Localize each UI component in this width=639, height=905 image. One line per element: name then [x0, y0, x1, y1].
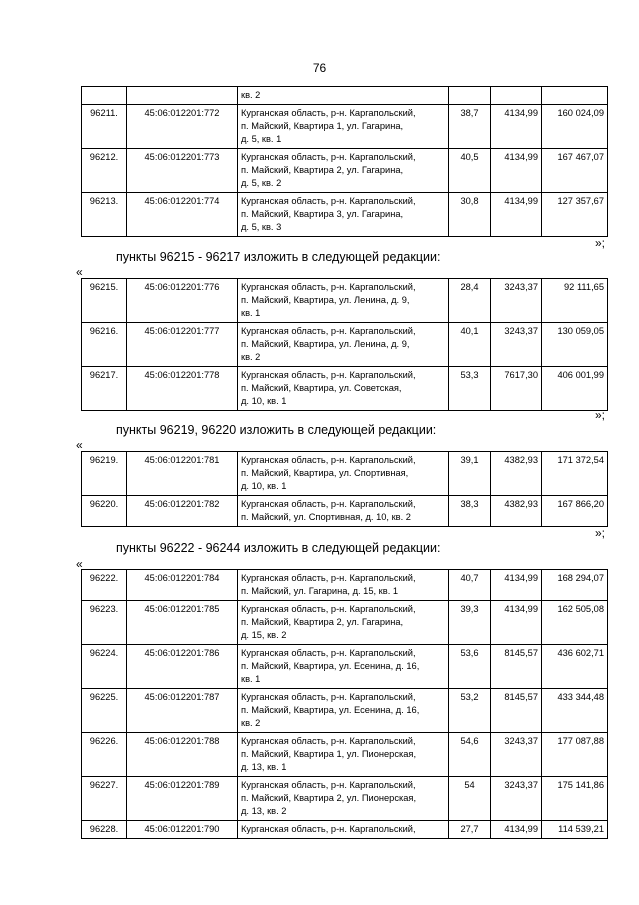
total-value-cell: 177 087,88 — [542, 733, 608, 777]
address-line: Курганская область, р-н. Каргапольский, — [241, 196, 416, 206]
address-line: кв. 1 — [241, 674, 261, 684]
table-row — [82, 689, 608, 733]
total-value-cell: 436 602,71 — [542, 645, 608, 689]
price-per-sqm-cell: 4134,99 — [491, 105, 542, 149]
address-line: п. Майский, Квартира, ул. Есенина, д. 16, — [241, 705, 420, 715]
price-per-sqm-cell — [491, 87, 542, 105]
closing-quote-2: »; — [595, 408, 606, 422]
address-line: п. Майский, Квартира 2, ул. Гагарина, — [241, 165, 404, 175]
total-value-cell: 114 539,21 — [542, 821, 608, 839]
address-line: Курганская область, р-н. Каргапольский, — [241, 326, 416, 336]
area-cell — [449, 87, 491, 105]
area-cell: 39,1 — [449, 452, 491, 496]
total-value-cell: 175 141,86 — [542, 777, 608, 821]
item-number-cell: 96217. — [82, 367, 127, 411]
area-cell: 40,7 — [449, 570, 491, 601]
address-cell — [238, 645, 449, 689]
price-per-sqm-cell: 4134,99 — [491, 149, 542, 193]
property-table-4 — [81, 569, 608, 839]
price-per-sqm-cell: 4134,99 — [491, 193, 542, 237]
total-value-cell: 167 467,07 — [542, 149, 608, 193]
cadastral-number-cell — [127, 87, 238, 105]
table-row — [82, 645, 608, 689]
address-line: Курганская область, р-н. Каргапольский, — [241, 648, 416, 658]
price-per-sqm-cell: 3243,37 — [491, 323, 542, 367]
section-heading-1: пункты 96215 - 96217 изложить в следующей редакции: — [116, 250, 441, 264]
table-row — [82, 149, 608, 193]
address-cell — [238, 496, 449, 527]
item-number-cell: 96220. — [82, 496, 127, 527]
opening-quote-3: « — [76, 557, 83, 571]
address-line: Курганская область, р-н. Каргапольский, — [241, 282, 416, 292]
total-value-cell: 167 866,20 — [542, 496, 608, 527]
cadastral-number-cell: 45:06:012201:778 — [127, 367, 238, 411]
item-number-cell: 96215. — [82, 279, 127, 323]
address-cell — [238, 452, 449, 496]
opening-quote-2: « — [76, 438, 83, 452]
address-cell — [238, 105, 449, 149]
table-row — [82, 601, 608, 645]
price-per-sqm-cell: 8145,57 — [491, 645, 542, 689]
area-cell: 40,1 — [449, 323, 491, 367]
address-line: Курганская область, р-н. Каргапольский, — [241, 736, 416, 746]
address-line: п. Майский, Квартира, ул. Есенина, д. 16, — [241, 661, 420, 671]
item-number-cell: 96228. — [82, 821, 127, 839]
cadastral-number-cell: 45:06:012201:787 — [127, 689, 238, 733]
table-row — [82, 821, 608, 839]
address-line: п. Майский, Квартира, ул. Ленина, д. 9, — [241, 295, 410, 305]
area-cell: 38,7 — [449, 105, 491, 149]
price-per-sqm-cell: 8145,57 — [491, 689, 542, 733]
address-line: Курганская область, р-н. Каргапольский, — [241, 499, 416, 509]
item-number-cell: 96227. — [82, 777, 127, 821]
total-value-cell: 127 357,67 — [542, 193, 608, 237]
item-number-cell: 96225. — [82, 689, 127, 733]
property-table-2 — [81, 278, 608, 411]
table-row — [82, 496, 608, 527]
cadastral-number-cell: 45:06:012201:788 — [127, 733, 238, 777]
item-number-cell: 96211. — [82, 105, 127, 149]
cadastral-number-cell: 45:06:012201:782 — [127, 496, 238, 527]
item-number-cell: 96226. — [82, 733, 127, 777]
item-number-cell: 96213. — [82, 193, 127, 237]
cadastral-number-cell: 45:06:012201:772 — [127, 105, 238, 149]
area-cell: 39,3 — [449, 601, 491, 645]
address-line: д. 5, кв. 1 — [241, 134, 282, 144]
table-row — [82, 733, 608, 777]
cadastral-number-cell: 45:06:012201:777 — [127, 323, 238, 367]
address-line: п. Майский, Квартира, ул. Спортивная, — [241, 468, 409, 478]
address-cell — [238, 323, 449, 367]
address-line: Курганская область, р-н. Каргапольский, — [241, 370, 416, 380]
address-cell — [238, 570, 449, 601]
table-row — [82, 279, 608, 323]
address-line: Курганская область, р-н. Каргапольский, — [241, 108, 416, 118]
price-per-sqm-cell: 4382,93 — [491, 452, 542, 496]
cadastral-number-cell: 45:06:012201:773 — [127, 149, 238, 193]
area-cell: 38,3 — [449, 496, 491, 527]
table-row — [82, 570, 608, 601]
price-per-sqm-cell: 4134,99 — [491, 821, 542, 839]
address-cell — [238, 601, 449, 645]
address-line: Курганская область, р-н. Каргапольский, — [241, 780, 416, 790]
address-line: п. Майский, Квартира, ул. Советская, — [241, 383, 402, 393]
total-value-cell: 171 372,54 — [542, 452, 608, 496]
address-cell — [238, 733, 449, 777]
address-cell — [238, 279, 449, 323]
total-value-cell: 160 024,09 — [542, 105, 608, 149]
section-heading-2: пункты 96219, 96220 изложить в следующей редакции: — [116, 423, 437, 437]
total-value-cell: 92 111,65 — [542, 279, 608, 323]
address-line: д. 5, кв. 2 — [241, 178, 282, 188]
address-line: д. 10, кв. 1 — [241, 481, 287, 491]
address-cell — [238, 149, 449, 193]
property-table-1 — [81, 86, 608, 237]
area-cell: 53,6 — [449, 645, 491, 689]
price-per-sqm-cell: 4382,93 — [491, 496, 542, 527]
address-cell — [238, 821, 449, 839]
total-value-cell: 162 505,08 — [542, 601, 608, 645]
address-cell — [238, 689, 449, 733]
property-table-3 — [81, 451, 608, 527]
cadastral-number-cell: 45:06:012201:786 — [127, 645, 238, 689]
table-row — [82, 105, 608, 149]
address-line: кв. 1 — [241, 308, 261, 318]
table-row — [82, 777, 608, 821]
address-line: кв. 2 — [241, 352, 261, 362]
item-number-cell — [82, 87, 127, 105]
price-per-sqm-cell: 3243,37 — [491, 777, 542, 821]
address-line: п. Майский, Квартира, ул. Ленина, д. 9, — [241, 339, 410, 349]
closing-quote-1: »; — [595, 236, 606, 250]
address-cell — [238, 87, 449, 105]
price-per-sqm-cell: 4134,99 — [491, 570, 542, 601]
total-value-cell — [542, 87, 608, 105]
area-cell: 28,4 — [449, 279, 491, 323]
item-number-cell: 96219. — [82, 452, 127, 496]
page-number: 76 — [312, 61, 327, 75]
address-line: п. Майский, Квартира 2, ул. Гагарина, — [241, 617, 404, 627]
address-line: п. Майский, Квартира 1, ул. Гагарина, — [241, 121, 404, 131]
address-line: Курганская область, р-н. Каргапольский, — [241, 573, 416, 583]
table-row — [82, 367, 608, 411]
table-row — [82, 193, 608, 237]
total-value-cell: 406 001,99 — [542, 367, 608, 411]
address-line: Курганская область, р-н. Каргапольский, — [241, 604, 416, 614]
address-line: п. Майский, ул. Спортивная, д. 10, кв. 2 — [241, 512, 411, 522]
cadastral-number-cell: 45:06:012201:790 — [127, 821, 238, 839]
address-line: Курганская область, р-н. Каргапольский, — [241, 824, 416, 834]
price-per-sqm-cell: 4134,99 — [491, 601, 542, 645]
area-cell: 30,8 — [449, 193, 491, 237]
address-line: Курганская область, р-н. Каргапольский, — [241, 152, 416, 162]
cadastral-number-cell: 45:06:012201:781 — [127, 452, 238, 496]
price-per-sqm-cell: 7617,30 — [491, 367, 542, 411]
item-number-cell: 96224. — [82, 645, 127, 689]
area-cell: 27,7 — [449, 821, 491, 839]
price-per-sqm-cell: 3243,37 — [491, 733, 542, 777]
address-line: д. 15, кв. 2 — [241, 630, 287, 640]
opening-quote-1: « — [76, 265, 83, 279]
cadastral-number-cell: 45:06:012201:785 — [127, 601, 238, 645]
address-line: п. Майский, Квартира 1, ул. Пионерская, — [241, 749, 417, 759]
address-cell — [238, 193, 449, 237]
table-row — [82, 452, 608, 496]
cadastral-number-cell: 45:06:012201:774 — [127, 193, 238, 237]
address-line: Курганская область, р-н. Каргапольский, — [241, 692, 416, 702]
total-value-cell: 130 059,05 — [542, 323, 608, 367]
total-value-cell: 168 294,07 — [542, 570, 608, 601]
address-line: кв. 2 — [241, 718, 261, 728]
address-cell — [238, 367, 449, 411]
area-cell: 53,3 — [449, 367, 491, 411]
table-row — [82, 87, 608, 105]
area-cell: 53,2 — [449, 689, 491, 733]
item-number-cell: 96223. — [82, 601, 127, 645]
cadastral-number-cell: 45:06:012201:776 — [127, 279, 238, 323]
item-number-cell: 96216. — [82, 323, 127, 367]
cadastral-number-cell: 45:06:012201:784 — [127, 570, 238, 601]
address-line: д. 10, кв. 1 — [241, 396, 287, 406]
total-value-cell: 433 344,48 — [542, 689, 608, 733]
price-per-sqm-cell: 3243,37 — [491, 279, 542, 323]
closing-quote-3: »; — [595, 526, 606, 540]
address-line: д. 5, кв. 3 — [241, 222, 282, 232]
address-line: кв. 2 — [241, 90, 261, 100]
item-number-cell: 96212. — [82, 149, 127, 193]
area-cell: 54 — [449, 777, 491, 821]
address-line: д. 13, кв. 1 — [241, 762, 287, 772]
item-number-cell: 96222. — [82, 570, 127, 601]
section-heading-3: пункты 96222 - 96244 изложить в следующей редакции: — [116, 541, 441, 555]
address-line: п. Майский, Квартира 2, ул. Пионерская, — [241, 793, 417, 803]
address-line: Курганская область, р-н. Каргапольский, — [241, 455, 416, 465]
address-line: д. 13, кв. 2 — [241, 806, 287, 816]
address-line: п. Майский, Квартира 3, ул. Гагарина, — [241, 209, 404, 219]
table-row — [82, 323, 608, 367]
area-cell: 54,6 — [449, 733, 491, 777]
cadastral-number-cell: 45:06:012201:789 — [127, 777, 238, 821]
address-line: п. Майский, ул. Гагарина, д. 15, кв. 1 — [241, 586, 399, 596]
address-cell — [238, 777, 449, 821]
area-cell: 40,5 — [449, 149, 491, 193]
